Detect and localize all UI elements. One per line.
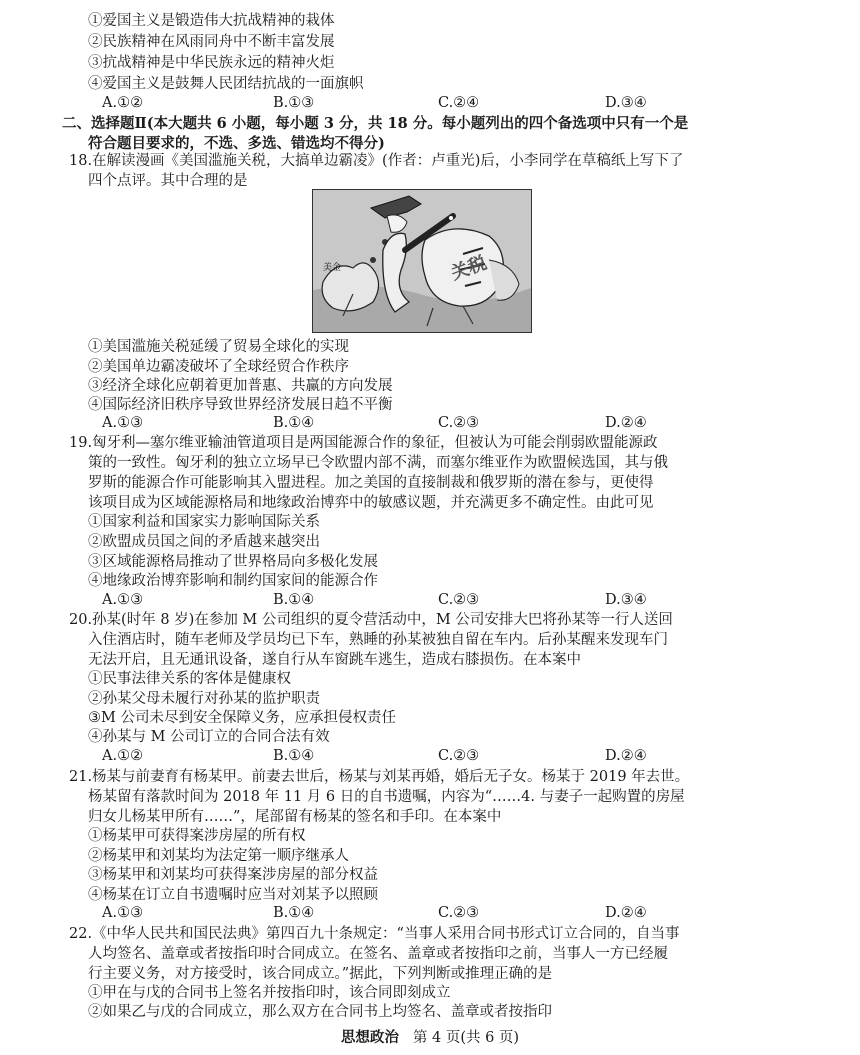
q20-item: ②孙某父母未履行对孙某的监护职责 bbox=[88, 691, 320, 707]
q19-item: ①国家利益和国家实力影响国际关系 bbox=[88, 514, 320, 530]
q21-stem: 归女儿杨某甲所有……”，尾部留有杨某的签名和手印。在本案中 bbox=[88, 809, 502, 825]
option-b: B.①④ bbox=[273, 592, 315, 608]
q19-item: ②欧盟成员国之间的矛盾越来越突出 bbox=[88, 534, 320, 550]
q18-stem: 四个点评。其中合理的是 bbox=[88, 173, 248, 189]
q22-stem: 人均签名、盖章或者按指印时合同成立。在签名、盖章或者按指印之前，当事人一方已经履 bbox=[88, 946, 668, 962]
option-b: B.①④ bbox=[273, 748, 315, 764]
q21-item: ②杨某甲和刘某均为法定第一顺序继承人 bbox=[88, 848, 349, 864]
q22-item: ②如果乙与戊的合同成立，那么双方在合同书上均签名、盖章或者按指印 bbox=[88, 1004, 552, 1020]
option-d: D.②④ bbox=[605, 415, 647, 431]
option-c: C.②③ bbox=[438, 592, 480, 608]
q22-item: ①甲在与戊的合同书上签名并按指印时，该合同即刻成立 bbox=[88, 985, 451, 1001]
option-a: A.①② bbox=[102, 95, 144, 111]
q21-item: ①杨某甲可获得案涉房屋的所有权 bbox=[88, 828, 306, 844]
q21-options bbox=[0, 904, 860, 923]
q17-options bbox=[0, 94, 860, 113]
q18-stem: 18.在解读漫画《美国滥施关税，大搞单边霸凌》(作者：卢重光)后，小李同学在草稿纸上写下了 bbox=[69, 153, 684, 169]
q19-stem: 19.匈牙利—塞尔维亚输油管道项目是两国能源合作的象征，但被认为可能会削弱欧盟能源政 bbox=[69, 435, 658, 451]
option-a: A.①③ bbox=[102, 415, 144, 431]
q18-item: ③经济全球化应朝着更加普惠、共赢的方向发展 bbox=[88, 378, 393, 394]
q18-item: ④国际经济旧秩序导致世界经济发展日趋不平衡 bbox=[88, 397, 393, 413]
cartoon-label: 关税 bbox=[448, 252, 490, 285]
option-d: D.②④ bbox=[605, 748, 647, 764]
q19-item: ③区域能源格局推动了世界格局向多极化发展 bbox=[88, 554, 378, 570]
q20-stem: 无法开启，且无通讯设备，遂自行从车窗跳车逃生，造成右膝损伤。在本案中 bbox=[88, 652, 581, 668]
q19-item: ④地缘政治博弈影响和制约国家间的能源合作 bbox=[88, 573, 378, 589]
option-a: A.①③ bbox=[102, 905, 144, 921]
q17-item: ②民族精神在风雨同舟中不断丰富发展 bbox=[88, 34, 335, 50]
section-header: 符合题目要求的，不选、多选、错选均不得分) bbox=[88, 135, 385, 152]
q17-item: ①爱国主义是锻造伟大抗战精神的栽体 bbox=[88, 13, 335, 29]
q19-options bbox=[0, 591, 860, 610]
option-b: B.①③ bbox=[273, 95, 315, 111]
option-c: C.②③ bbox=[438, 748, 480, 764]
q18-item: ②美国单边霸凌破坏了全球经贸合作秩序 bbox=[88, 359, 349, 375]
q18-item: ①美国滥施关税延缓了贸易全球化的实现 bbox=[88, 339, 349, 355]
q19-stem: 策的一致性。匈牙利的独立立场早已令欧盟内部不满，而塞尔维亚作为欧盟候选国，其与俄 bbox=[88, 455, 668, 471]
q19-stem: 罗斯的能源合作可能影响其入盟进程。加之美国的直接制裁和俄罗斯的潜在参与，更使得 bbox=[88, 475, 654, 491]
footer-subject: 思想政治 bbox=[340, 1029, 399, 1046]
option-b: B.①④ bbox=[273, 415, 315, 431]
q22-stem: 行主要义务，对方接受时，该合同成立。”据此，下列判断或推理正确的是 bbox=[88, 966, 553, 982]
q20-stem: 20.孙某(时年 8 岁)在参加 M 公司组织的夏令营活动中，M 公司安排大巴将孙某等一行人送回 bbox=[69, 612, 673, 628]
q20-item: ③M 公司未尽到安全保障义务，应承担侵权责任 bbox=[88, 710, 396, 726]
q20-stem: 入住酒店时，随车老师及学员均已下车，熟睡的孙某被独自留在车内。后孙某醒来发现车门 bbox=[88, 632, 668, 648]
q17-item: ③抗战精神是中华民族永远的精神火炬 bbox=[88, 55, 335, 71]
option-b: B.①④ bbox=[273, 905, 315, 921]
q19-stem: 该项目成为区域能源格局和地缘政治博弈中的敏感议题，并充满更多不确定性。由此可见 bbox=[88, 495, 654, 511]
option-c: C.②③ bbox=[438, 905, 480, 921]
q17-item: ④爱国主义是鼓舞人民团结抗战的一面旗帜 bbox=[88, 76, 364, 92]
option-c: C.②③ bbox=[438, 415, 480, 431]
q20-options bbox=[0, 747, 860, 766]
q21-stem: 21.杨某与前妻育有杨某甲。前妻去世后，杨某与刘某再婚，婚后无子女。杨某于 2019 年去世。 bbox=[69, 769, 690, 785]
q22-stem: 22.《中华人民共和国民法典》第四百九十条规定：“当事人采用合同书形式订立合同的，自当事 bbox=[69, 926, 680, 942]
option-c: C.②④ bbox=[438, 95, 480, 111]
option-d: D.③④ bbox=[605, 592, 647, 608]
q20-item: ①民事法律关系的客体是健康权 bbox=[88, 671, 291, 687]
cartoon-label: 美金 bbox=[323, 263, 342, 273]
footer-page-number: 第 4 页(共 6 页) bbox=[412, 1030, 520, 1046]
option-a: A.①③ bbox=[102, 592, 144, 608]
option-d: D.②④ bbox=[605, 905, 647, 921]
option-d: D.③④ bbox=[605, 95, 647, 111]
q21-item: ③杨某甲和刘某均可获得案涉房屋的部分权益 bbox=[88, 867, 378, 883]
q20-item: ④孙某与 M 公司订立的合同合法有效 bbox=[88, 729, 330, 745]
q21-stem: 杨某留有落款时间为 2018 年 11 月 6 日的自书遗嘱，内容为“……4. 与妻子一起购置的房屋 bbox=[88, 789, 685, 805]
q21-item: ④杨某在订立自书遗嘱时应当对刘某予以照顾 bbox=[88, 887, 378, 903]
page-footer bbox=[0, 1028, 860, 1048]
section-header: 二、选择题Ⅱ(本大题共 6 小题，每小题 3 分，共 18 分。每小题列出的四个备选项中只有一个是 bbox=[62, 115, 689, 132]
cartoon-image bbox=[312, 189, 532, 333]
option-a: A.①② bbox=[102, 748, 144, 764]
q18-options bbox=[0, 414, 860, 433]
